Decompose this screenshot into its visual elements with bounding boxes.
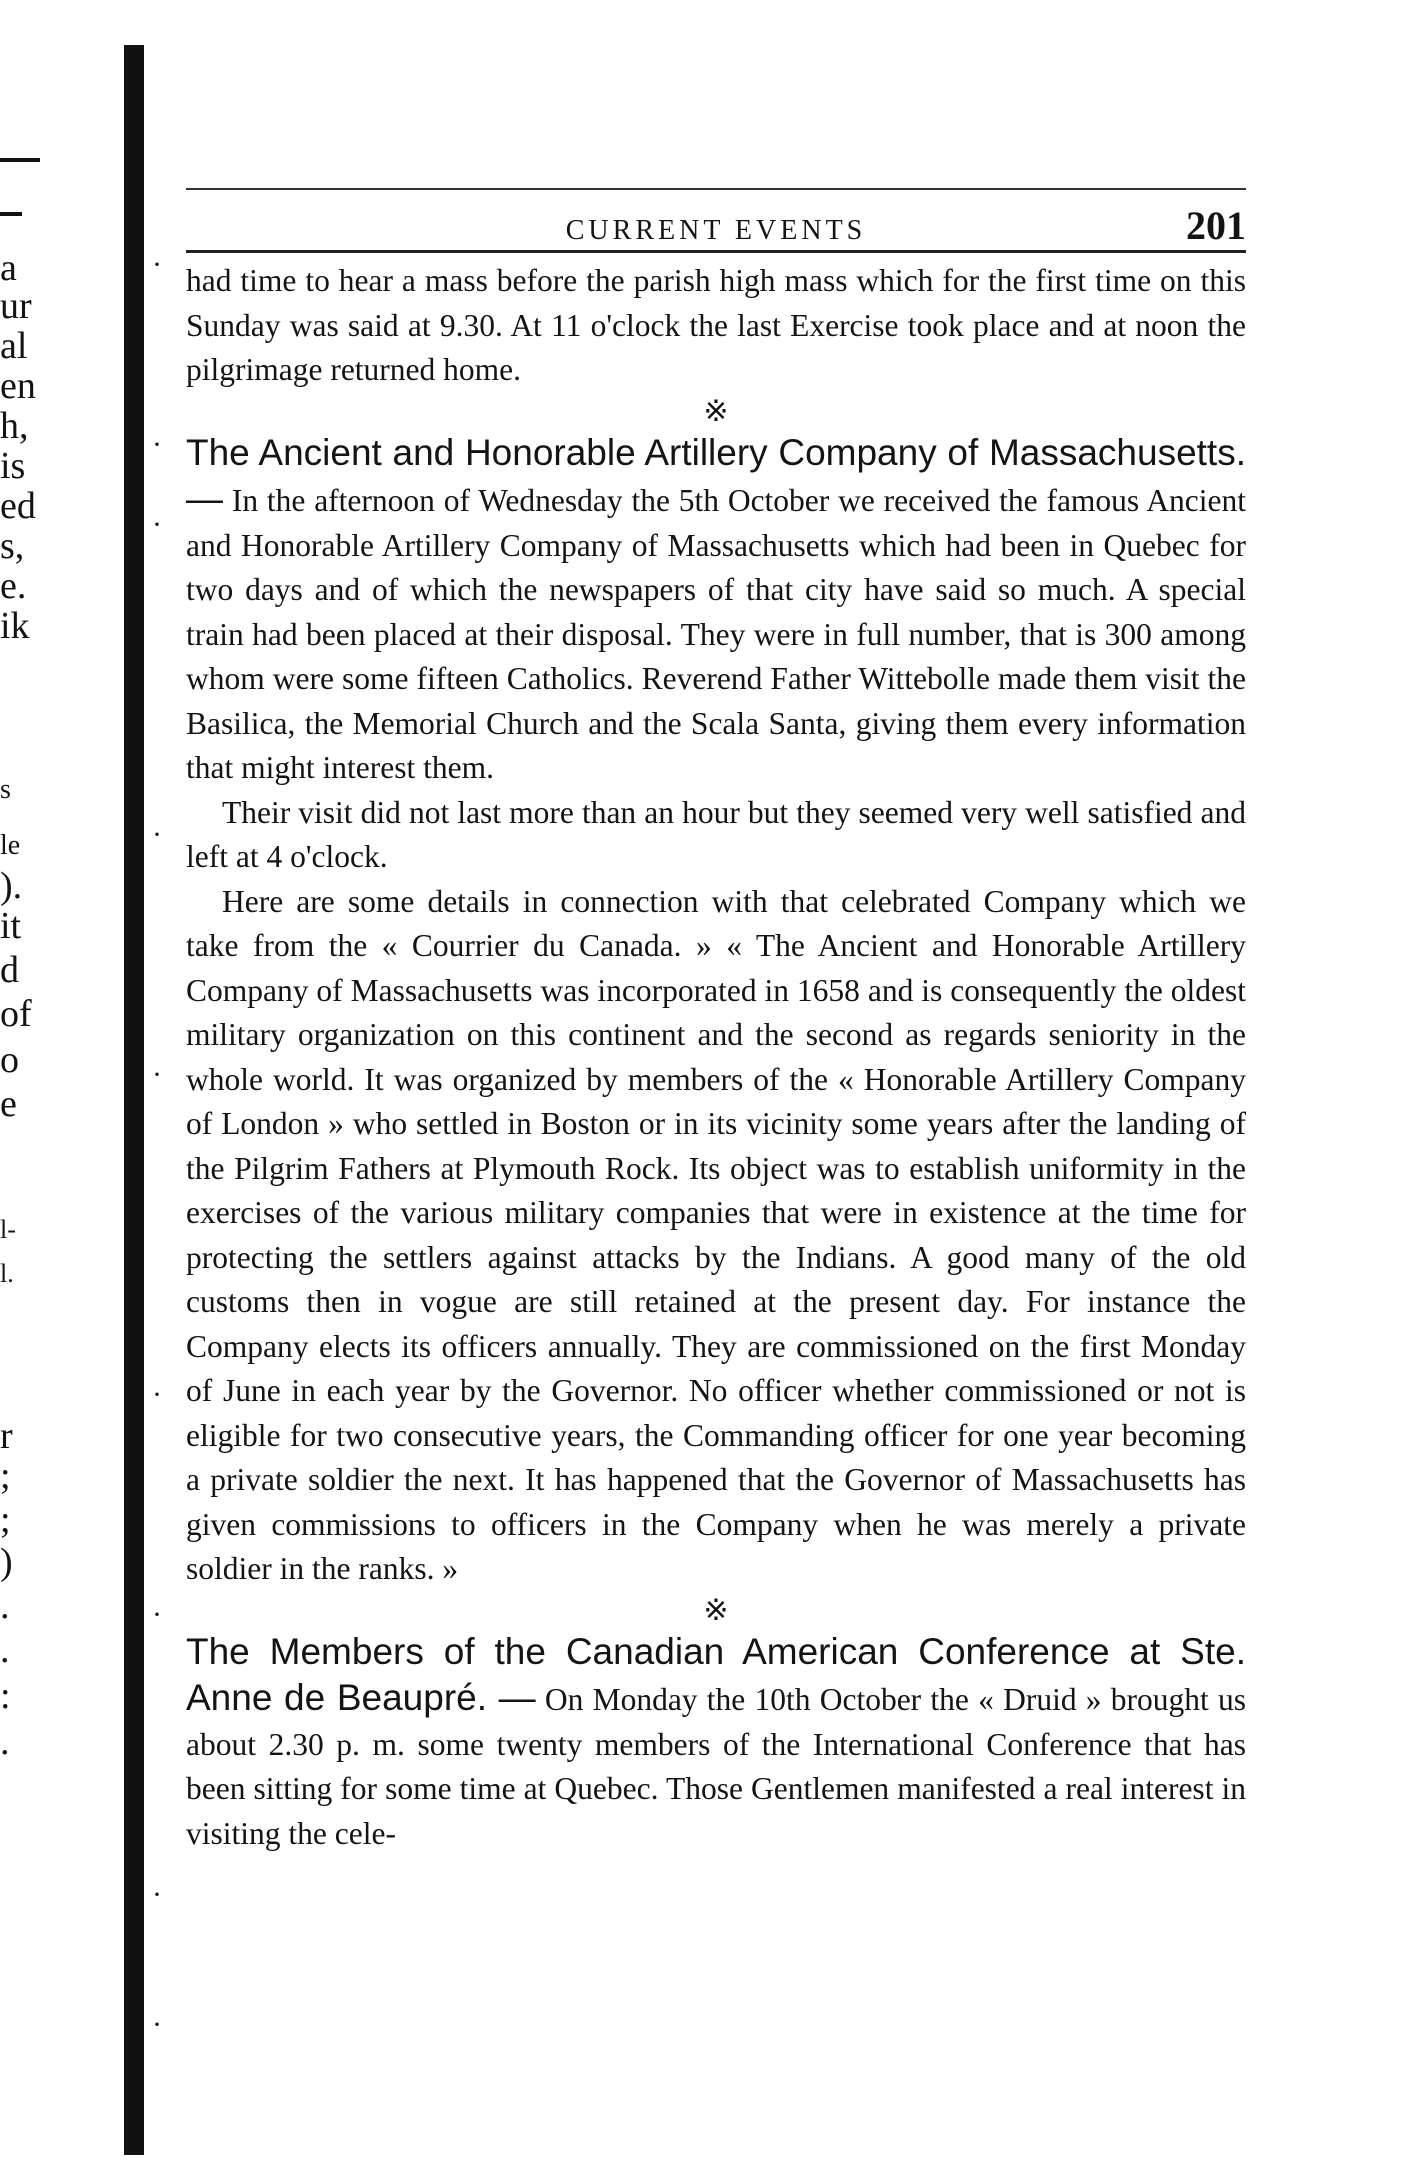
margin-fragment: ik — [0, 605, 30, 647]
margin-fragment: en — [0, 365, 36, 407]
gutter-dots: · — [152, 508, 162, 541]
margin-fragment: it — [0, 905, 22, 947]
paragraph-text: On Monday the 10th October the « Druid » brought us about 2.30 p. m. some twenty members of the International Conference that has been sitting for some time at Quebec. Those Gentlemen manifested a real interest in visiting the cele- — [186, 1682, 1246, 1851]
margin-fragment: s — [0, 774, 11, 805]
running-title: CURRENT EVENTS — [565, 215, 867, 246]
section-paragraph — [186, 1630, 1246, 1857]
paragraph-text: In the afternoon of Wednesday the 5th October we received the famous Ancient and Honorable Artillery Company of Massachusetts which had been in Quebec for two days and of which the newspapers of that city have said so much. A special train had been placed at their disposal. They were in full number, that is 300 among whom were some fifteen Catholics. Reverend Father Wittebolle made them visit the Basilica, the Memorial Church and the Scala Santa, giving them every information that might interest them. — [186, 483, 1246, 785]
margin-fragment: ). — [0, 865, 23, 907]
section-title: The Ancient and Honorable Artillery Company of Massachusetts. — — [186, 431, 1246, 519]
margin-fragment: . — [0, 1585, 10, 1627]
header-rule — [186, 188, 1246, 190]
margin-fragment: s, — [0, 525, 25, 567]
margin-fragment: h, — [0, 405, 29, 447]
section-ornament: ※ — [703, 394, 729, 428]
margin-fragment: al — [0, 325, 28, 367]
margin-fragment: r — [0, 1415, 13, 1457]
gutter-dots: · — [152, 1058, 162, 1091]
paragraph: Here are some details in connection with that celebrated Company which we take from the « Courrier du Canada. » « The Ancient and Honorable Artillery Company of Massachusetts was incorporated in 1658 and is consequently the oldest military organization on this continent and the second as regards seniority in the whole world. It was organized by members of the « Honorable Artillery Company of London » who settled in Boston or in its vicinity some years after the landing of the Pilgrim Fathers at Plymouth Rock. Its object was to establish uniformity in the exercises of the various military companies that were in existence at the time for protecting the settlers against attacks by the Indians. A good many of the old customs then in vogue are still retained at the present day. For instance the Company elects its officers annually. They are commissioned on the first Monday of June in each year by the Governor. No officer whether commissioned or not is eligible for two consecutive years, the Commanding officer for one year becoming a private soldier the next. It has happened that the Governor of Massachusetts has given commissions to officers in the Company when he was merely a private soldier in the ranks. » — [186, 883, 1246, 1586]
book-gutter-shadow — [124, 45, 144, 2155]
margin-fragment: le — [0, 830, 21, 861]
margin-fragment: a — [0, 247, 17, 289]
margin-fragment: of — [0, 993, 32, 1035]
header-rule — [186, 250, 1246, 253]
gutter-dots: · — [152, 818, 162, 851]
page-number: 201 — [1186, 203, 1246, 248]
margin-fragment: : — [0, 1675, 11, 1717]
section-paragraph — [186, 431, 1246, 791]
margin-fragment: e. — [0, 565, 27, 607]
gutter-dots: · — [152, 428, 162, 461]
gutter-dots: · — [152, 248, 162, 281]
margin-fragment: ur — [0, 285, 32, 327]
section-title: The Members of the Canadian American Conference at Ste. Anne de Beaupré. — — [186, 1630, 1246, 1718]
margin-fragment: . — [0, 1629, 10, 1671]
section-ornament: ※ — [703, 1593, 729, 1627]
margin-fragment: l- — [0, 1215, 16, 1244]
margin-fragment: ed — [0, 485, 36, 527]
opening-paragraph: had time to hear a mass before the parish high mass which for the first time on this Sunday was said at 9.30. At 11 o'clock the last Exercise took place and at noon the pilgrimage returned home. — [186, 263, 1246, 387]
margin-fragment: ; — [0, 1499, 11, 1541]
margin-fragment: ; — [0, 1455, 11, 1497]
margin-fragment: o — [0, 1039, 19, 1081]
margin-fragment: e — [0, 1083, 17, 1125]
gutter-dots: · — [152, 2008, 162, 2041]
paragraph: Their visit did not last more than an hour but they seemed very well satisfied and left at 4 o'clock. — [186, 794, 1246, 874]
running-header — [186, 202, 1246, 248]
gutter-dots: · — [152, 1378, 162, 1411]
book-page — [186, 188, 1246, 1856]
margin-rule-mark — [0, 158, 40, 162]
gutter-dots: · — [152, 1598, 162, 1631]
margin-rule-mark — [0, 212, 22, 216]
gutter-dots: · — [152, 1878, 162, 1911]
margin-fragment: d — [0, 949, 19, 991]
margin-fragment: . — [0, 1721, 10, 1763]
margin-fragment: ) — [0, 1541, 13, 1583]
margin-fragment: l. — [0, 1259, 14, 1288]
margin-fragment: is — [0, 445, 26, 487]
